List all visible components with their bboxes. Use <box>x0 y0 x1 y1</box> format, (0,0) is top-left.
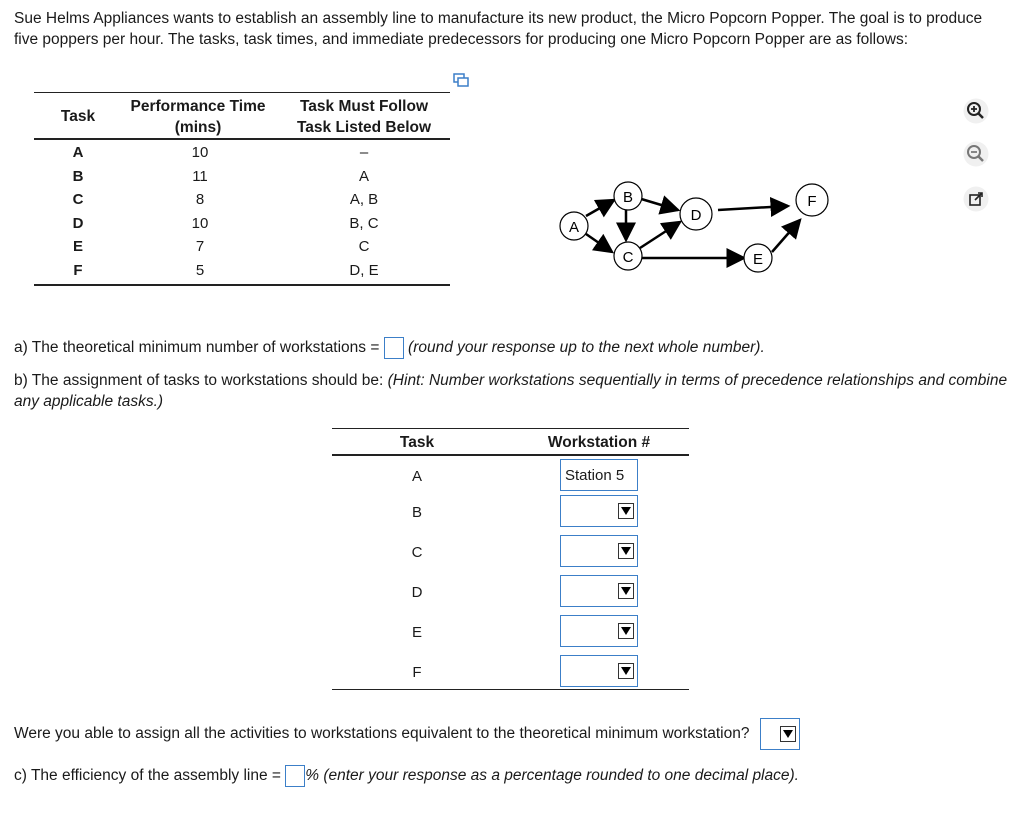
task-cell: F <box>73 262 83 279</box>
question-c-hint: % (enter your response as a percentage rounded to one decimal place). <box>305 767 799 785</box>
graph-node <box>796 184 828 216</box>
question-b <box>14 370 1009 412</box>
station-select-a[interactable]: Station 5 <box>560 459 638 491</box>
station-select-d[interactable] <box>560 575 638 607</box>
min-workstations-input[interactable] <box>384 337 404 359</box>
svg-text:F: F <box>807 193 817 210</box>
task-cell: C <box>72 191 84 208</box>
svg-text:D: D <box>690 207 702 224</box>
ws-task-cell: D <box>411 584 423 601</box>
ws-col-station-header: Workstation # <box>547 434 651 451</box>
task-cell: B <box>72 168 84 185</box>
copy-data-icon[interactable] <box>452 73 470 89</box>
question-c-label: c) The efficiency of the assembly line = <box>14 767 281 785</box>
station-select-f[interactable] <box>560 655 638 687</box>
question-b-label: b) The assignment of tasks to workstations should be: <box>14 372 384 389</box>
time-cell: 10 <box>191 215 209 232</box>
col-task-header: Task <box>60 108 96 125</box>
station-select-c[interactable] <box>560 535 638 567</box>
dropdown-arrow-icon[interactable] <box>618 503 634 519</box>
time-cell: 10 <box>191 144 209 161</box>
question-a <box>14 337 765 359</box>
svg-text:A: A <box>568 219 580 236</box>
follow-cell: A <box>358 168 369 185</box>
task-cell: D <box>72 215 84 232</box>
station-select-e[interactable] <box>560 615 638 647</box>
question-c <box>14 765 799 787</box>
graph-node <box>680 198 712 230</box>
time-cell: 5 <box>195 262 205 279</box>
time-cell: 8 <box>195 191 205 208</box>
dropdown-arrow-icon[interactable] <box>618 623 634 639</box>
question-a-hint: (round your response up to the next whole number). <box>408 339 765 357</box>
question-a-label: a) The theoretical minimum number of workstations = <box>14 339 380 357</box>
workstation-table <box>332 428 689 692</box>
question-b-hint: (Hint: Number workstations sequentially in terms of precedence relationships and combine any applicable tasks.) <box>14 372 1008 410</box>
station-select-b[interactable] <box>560 495 638 527</box>
task-cell: E <box>72 238 83 255</box>
col-time-header-1: Performance Time <box>130 98 266 115</box>
follow-cell: – <box>359 144 369 161</box>
dropdown-arrow-icon[interactable] <box>618 583 634 599</box>
task-cell: A <box>72 144 84 161</box>
follow-cell: C <box>358 238 370 255</box>
zoom-in-icon[interactable] <box>963 98 989 124</box>
time-cell: 7 <box>195 238 205 255</box>
follow-cell: A, B <box>349 191 379 208</box>
question-were-label: Were you able to assign all the activities to workstations equivalent to the theoretical minimum workstation? <box>14 725 750 743</box>
dropdown-arrow-icon[interactable] <box>618 663 634 679</box>
follow-cell: D, E <box>349 262 379 279</box>
col-follow-header-1: Task Must Follow <box>299 98 429 115</box>
svg-text:C: C <box>622 249 634 266</box>
task-table <box>34 92 450 292</box>
expand-icon[interactable] <box>963 186 989 212</box>
ws-task-cell: C <box>411 544 423 561</box>
graph-node <box>614 182 642 210</box>
ws-col-task-header: Task <box>399 434 435 451</box>
problem-intro: Sue Helms Appliances wants to establish an assembly line to manufacture its new product, the Micro Popcorn Popper. The goal is to produce five poppers per hour. The tasks, task times, and immediate predecessors for producing one Micro Popcorn Popper are as follows: <box>14 10 983 48</box>
ws-task-cell: F <box>412 664 422 681</box>
col-follow-header-2: Task Listed Below <box>296 119 432 136</box>
time-cell: 11 <box>192 168 208 185</box>
ws-task-cell: B <box>411 504 422 521</box>
dropdown-arrow-icon[interactable] <box>618 543 634 559</box>
svg-text:E: E <box>752 251 764 268</box>
ws-task-cell: E <box>411 624 422 641</box>
ws-task-cell: A <box>411 468 422 485</box>
efficiency-input[interactable] <box>285 765 305 787</box>
yes-no-select[interactable] <box>760 718 800 750</box>
col-time-header-2: (mins) <box>174 119 222 136</box>
precedence-diagram <box>548 176 848 276</box>
zoom-out-icon[interactable] <box>963 141 989 167</box>
graph-node <box>744 244 772 272</box>
svg-text:B: B <box>622 189 634 206</box>
follow-cell: B, C <box>349 215 379 232</box>
graph-node <box>560 212 588 240</box>
question-were <box>14 718 800 750</box>
graph-node <box>614 242 642 270</box>
dropdown-arrow-icon[interactable] <box>780 726 796 742</box>
